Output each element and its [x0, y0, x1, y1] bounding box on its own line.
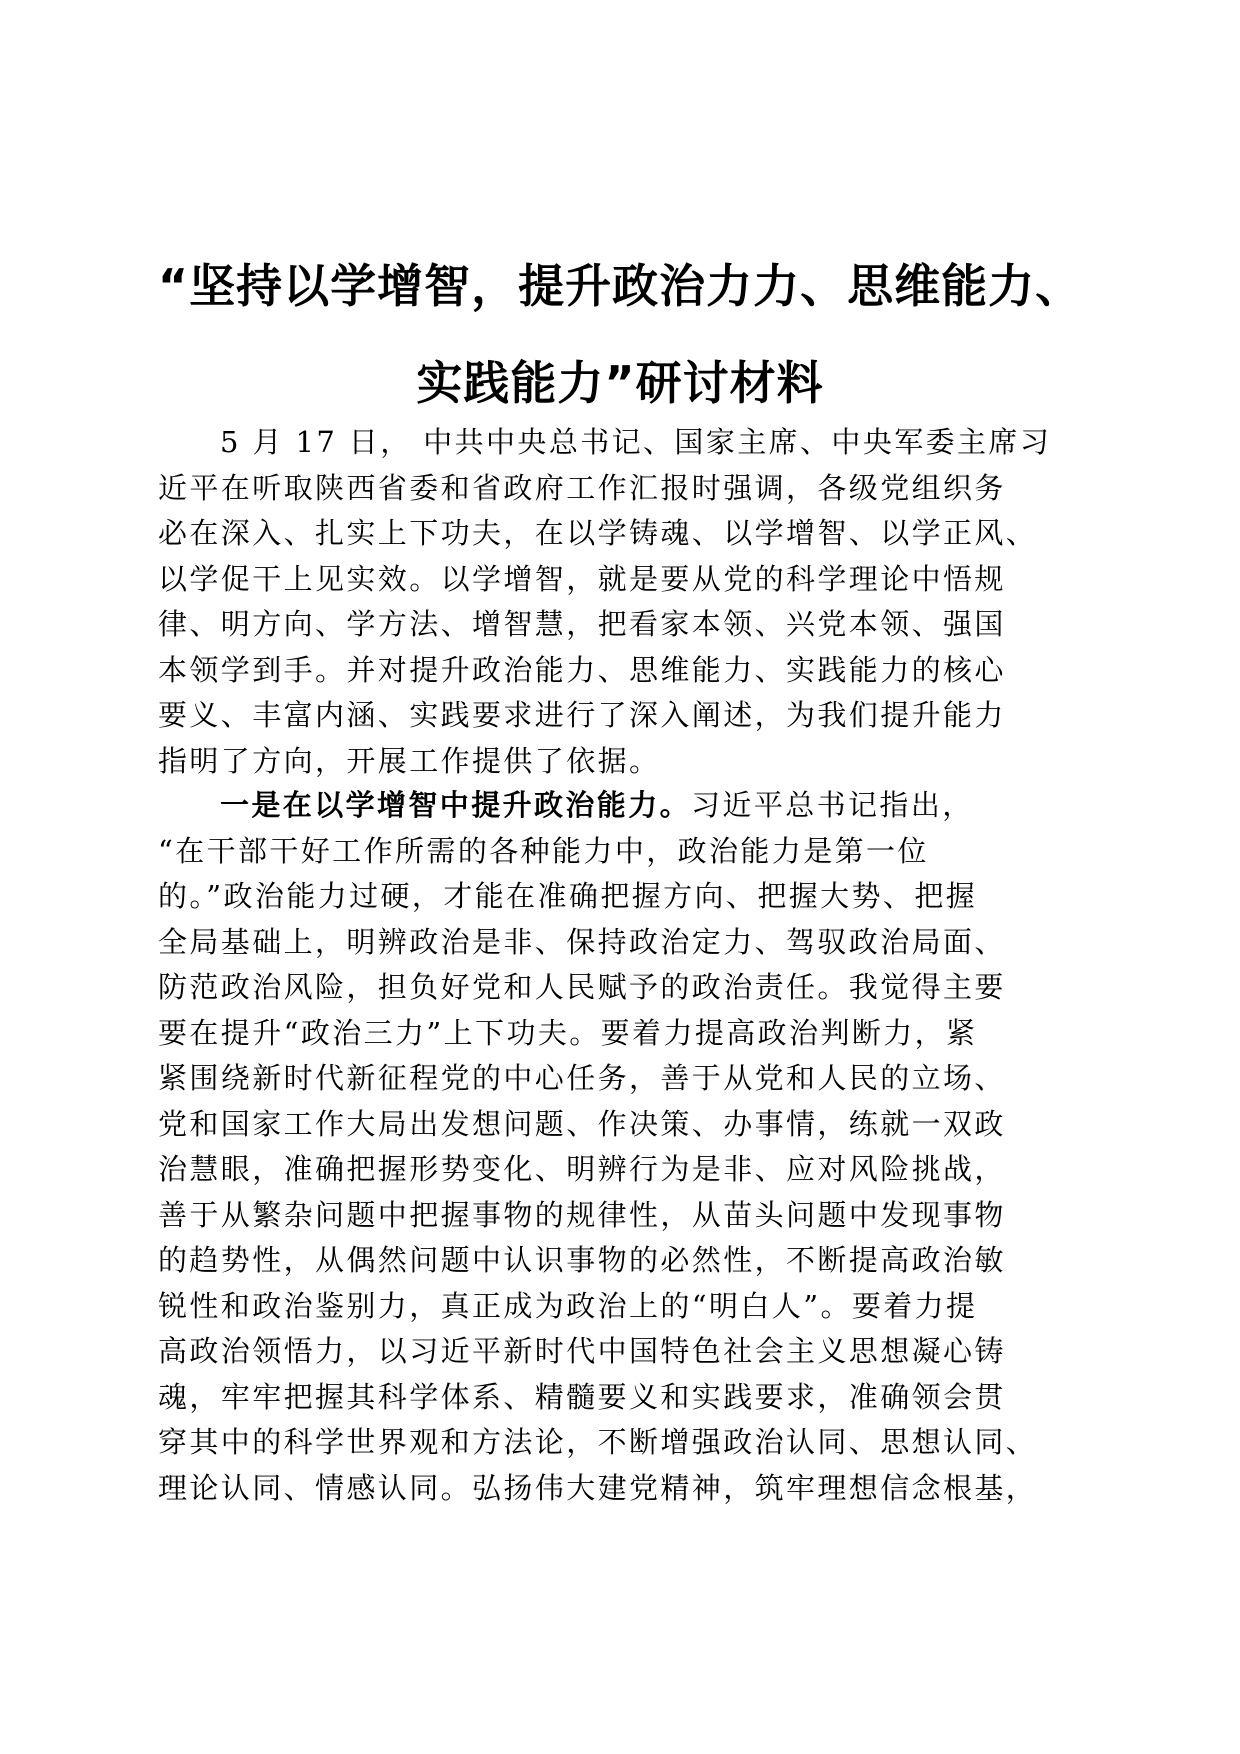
- text-line: 魂，牢牢把握其科学体系、精髓要义和实践要求，准确领会贯: [158, 1379, 1006, 1414]
- text-line: 近平在听取陕西省委和省政府工作汇报时强调，各级党组织务: [158, 470, 1006, 505]
- section-lead-heading: 一是在以学增智中提升政治能力。: [220, 788, 692, 822]
- text-line: 理论认同、情感认同。弘扬伟大建党精神，筑牢理想信念根基，: [158, 1470, 1038, 1505]
- text-line: 防范政治风险，担负好党和人民赋予的政治责任。我觉得主要: [158, 970, 1006, 1004]
- text-line: 要义、丰富内涵、实践要求进行了深入阐述，为我们提升能力: [158, 698, 1006, 732]
- text-line: 本领学到手。并对提升政治能力、思维能力、实践能力的核心: [158, 652, 1006, 687]
- text-line: 以学促干上见实效。以学增智，就是要从党的科学理论中悟规: [158, 561, 1006, 596]
- text-line: 5 月 17 日， 中共中央总书记、国家主席、中央军委主席习: [220, 425, 1052, 459]
- text-line: 高政治领悟力，以习近平新时代中国特色社会主义思想凝心铸: [158, 1334, 1006, 1368]
- text-line: 要在提升“政治三力”上下功夫。要着力提高政治判断力，紧: [158, 1015, 978, 1050]
- text-line: 穿其中的科学世界观和方法论，不断增强政治认同、思想认同、: [158, 1425, 1038, 1459]
- document-title-line-1: “坚持以学增智，提升政治力力、思维能力、: [157, 259, 1083, 313]
- document-title-line-2: 实践能力”研讨材料: [416, 356, 824, 410]
- text-line: 指明了方向，开展工作提供了依据。: [158, 743, 661, 778]
- paragraph-political-ability: [158, 783, 1098, 1511]
- text-line: 党和国家工作大局出发想问题、作决策、办事情，练就一双政: [158, 1106, 1006, 1141]
- text-line: 律、明方向、学方法、增智慧，把看家本领、兴党本领、强国: [158, 607, 1006, 641]
- paragraph-intro: [158, 420, 1098, 784]
- text-line: 的趋势性，从偶然问题中认识事物的必然性，不断提高政治敏: [158, 1243, 1006, 1277]
- text-line: 锐性和政治鉴别力，真正成为政治上的“明白人”。要着力提: [158, 1288, 978, 1323]
- text-line: [158, 783, 1098, 829]
- text-line: 治慧眼，准确把握形势变化、明辨行为是非、应对风险挑战，: [158, 1152, 1006, 1186]
- text-line-rest: 习近平总书记指出，: [691, 788, 974, 822]
- text-line: 善于从繁杂问题中把握事物的规律性，从苗头问题中发现事物: [158, 1197, 1006, 1232]
- text-line: “在干部干好工作所需的各种能力中，政治能力是第一位: [158, 833, 929, 868]
- text-line: 紧围绕新时代新征程党的中心任务，善于从党和人民的立场、: [158, 1061, 1006, 1095]
- text-line: 全局基础上，明辨政治是非、保持政治定力、驾驭政治局面、: [158, 924, 1006, 959]
- text-line: 必在深入、扎实上下功夫，在以学铸魂、以学增智、以学正风、: [158, 516, 1038, 550]
- text-line: 的。”政治能力过硬，才能在准确把握方向、把握大势、把握: [158, 879, 978, 913]
